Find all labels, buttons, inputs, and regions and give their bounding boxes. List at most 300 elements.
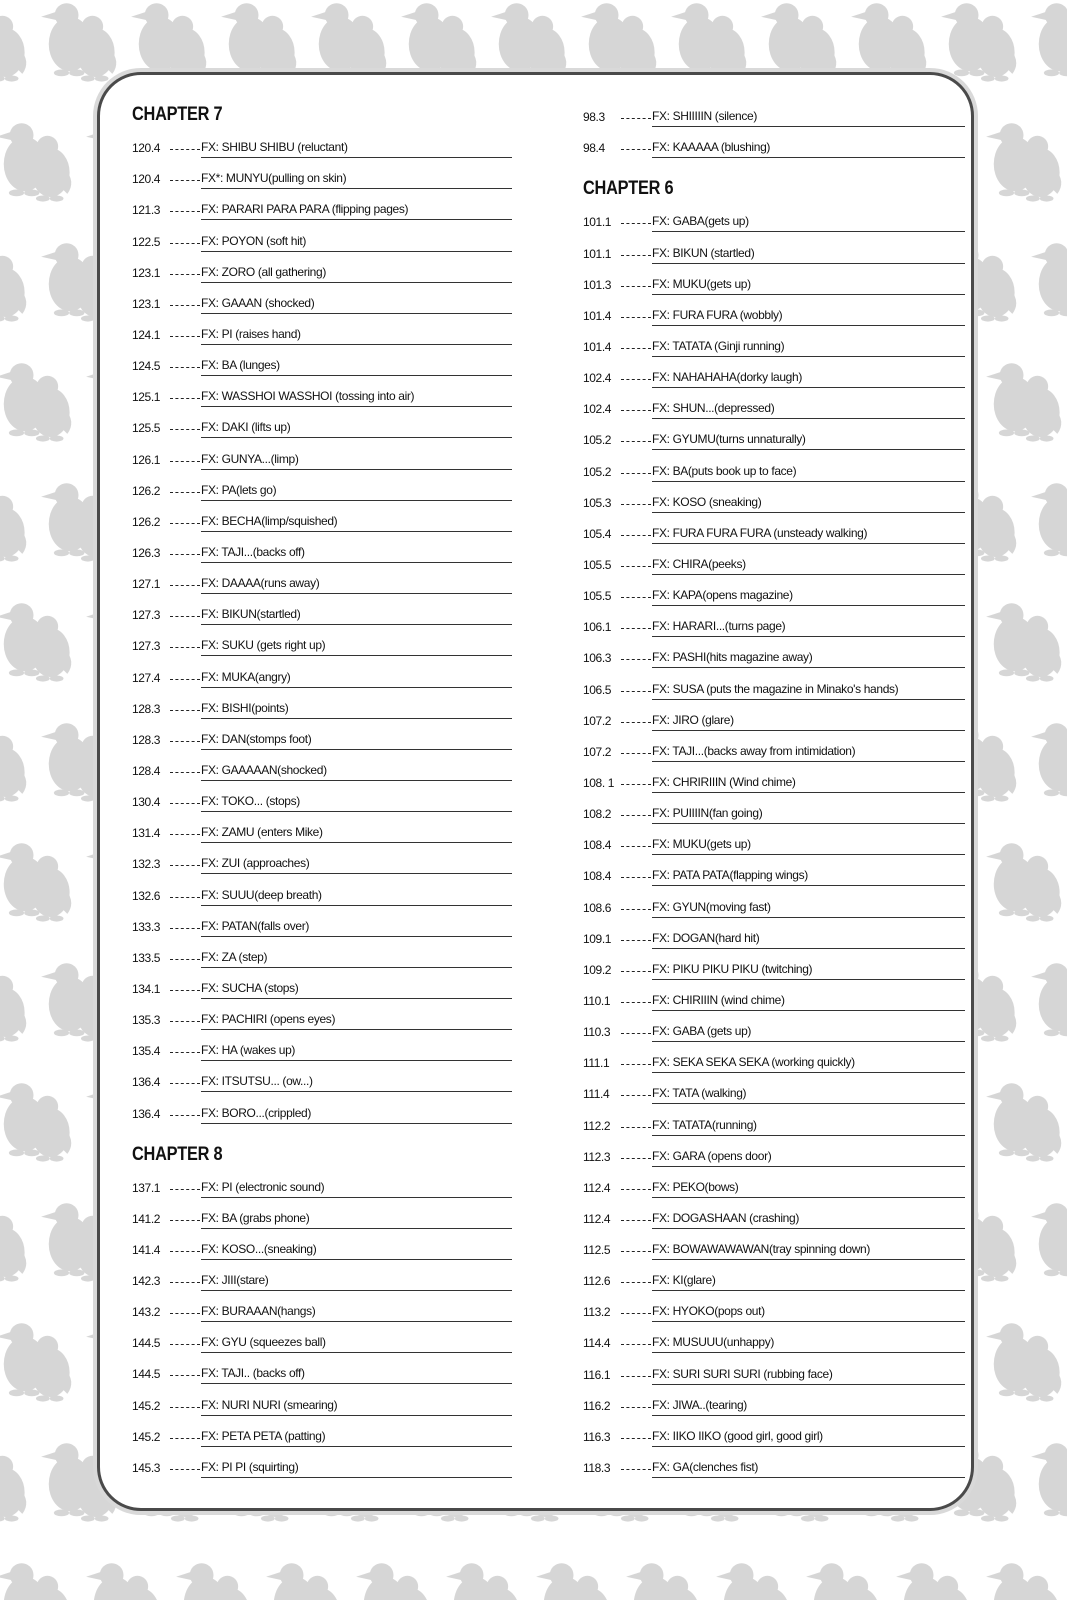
fx-entry <box>583 575 965 606</box>
fx-text: FX: MUKU(gets up) <box>652 277 965 295</box>
fx-text: FX: HA (wakes up) <box>201 1043 512 1061</box>
fx-text: FX: CHRIRIIIN (Wind chime) <box>652 775 965 793</box>
fx-entry <box>583 357 965 388</box>
penguin-icon <box>626 1563 701 1600</box>
page-number: 101.4 <box>583 339 612 354</box>
page-number: 102.4 <box>583 371 612 386</box>
dashed-leader <box>170 336 200 337</box>
fx-entry <box>132 906 512 937</box>
fx-entry <box>132 376 512 407</box>
fx-entry <box>132 158 512 189</box>
page-number: 120.4 <box>132 141 161 156</box>
page-number: 111.1 <box>583 1056 610 1071</box>
dashed-leader <box>170 710 200 711</box>
fx-entry <box>583 637 965 668</box>
penguin-icon <box>1031 723 1067 801</box>
fx-text: FX: PIKU PIKU PIKU (twitching) <box>652 962 965 980</box>
fx-text: FX: SHUN...(depressed) <box>652 401 965 419</box>
fx-entry <box>583 949 965 980</box>
page-number: 136.4 <box>132 1075 161 1090</box>
fx-text: FX: BOWAWAWAWAN(tray spinning down) <box>652 1242 965 1260</box>
page-number: 101.1 <box>583 246 612 261</box>
fx-text: FX: MUSUUU(unhappy) <box>652 1335 965 1353</box>
fx-text: FX: DAN(stomps foot) <box>201 732 512 750</box>
page-number: 126.3 <box>132 545 161 560</box>
page-number: 135.3 <box>132 1013 161 1028</box>
page-number: 131.4 <box>132 826 161 841</box>
penguin-icon <box>1031 1443 1067 1521</box>
dashed-leader <box>621 1251 651 1252</box>
page-number: 123.1 <box>132 265 161 280</box>
fx-entry <box>583 388 965 419</box>
page-number: 101.4 <box>583 308 612 323</box>
dashed-leader <box>621 1220 651 1221</box>
page-number: 112.4 <box>583 1211 611 1226</box>
fx-entry <box>583 264 965 295</box>
penguin-icon <box>1031 1203 1067 1281</box>
fx-text: FX: ZUI (approaches) <box>201 856 512 874</box>
fx-entry <box>583 1447 965 1478</box>
fx-text: FX: KOSO (sneaking) <box>652 495 965 513</box>
penguin-icon <box>0 1323 71 1401</box>
fx-entry <box>132 1447 512 1478</box>
fx-text: FX: GA(clenches fist) <box>652 1460 965 1478</box>
fx-text: FX: GAAAAAN(shocked) <box>201 763 512 781</box>
page-number: 105.2 <box>583 464 612 479</box>
dashed-leader <box>170 1052 200 1053</box>
page-number: 108. 1 <box>583 775 614 790</box>
fx-text: FX: TOKO... (stops) <box>201 794 512 812</box>
fx-entry <box>583 606 965 637</box>
fx-entry <box>132 999 512 1030</box>
dashed-leader <box>621 286 651 287</box>
fx-entry <box>132 1198 512 1229</box>
dashed-leader <box>621 815 651 816</box>
penguin-icon <box>86 1563 161 1600</box>
fx-entry <box>583 96 965 127</box>
fx-text: FX: FURA FURA (wobbly) <box>652 308 965 326</box>
dashed-leader <box>170 928 200 929</box>
dashed-leader <box>621 691 651 692</box>
penguin-icon <box>581 3 656 81</box>
penguin-icon <box>0 363 71 441</box>
chapter-7-list <box>132 127 512 1124</box>
dashed-leader <box>621 940 651 941</box>
page-number: 124.5 <box>132 359 161 374</box>
fx-entry <box>583 1322 965 1353</box>
page-number: 116.3 <box>583 1429 611 1444</box>
penguin-icon <box>536 1563 611 1600</box>
fx-entry <box>132 968 512 999</box>
fx-text: FX: SUKU (gets right up) <box>201 638 512 656</box>
page-number: 130.4 <box>132 795 161 810</box>
page-number: 122.5 <box>132 234 161 249</box>
dashed-leader <box>170 834 200 835</box>
fx-text: FX: PASHI(hits magazine away) <box>652 650 965 668</box>
fx-text: FX: PETA PETA (patting) <box>201 1429 512 1447</box>
fx-text: FX: BECHA(limp/squished) <box>201 514 512 532</box>
dashed-leader <box>170 1021 200 1022</box>
penguin-icon <box>986 843 1061 921</box>
page-number: 137.1 <box>132 1180 161 1195</box>
fx-entry <box>583 1042 965 1073</box>
fx-text: FX: KI(glare) <box>652 1273 965 1291</box>
fx-text: FX: GYUMU(turns unnaturally) <box>652 432 965 450</box>
dashed-leader <box>621 877 651 878</box>
fx-text: FX: JIII(stare) <box>201 1273 512 1291</box>
penguin-icon <box>986 603 1061 681</box>
dashed-leader <box>621 971 651 972</box>
page-number: 116.2 <box>583 1398 611 1413</box>
fx-text: FX: WASSHOI WASSHOI (tossing into air) <box>201 389 512 407</box>
page-number: 118.3 <box>583 1461 611 1476</box>
page-number: 126.2 <box>132 514 161 529</box>
page-number: 108.6 <box>583 900 612 915</box>
penguin-icon <box>806 1563 881 1600</box>
fx-entry <box>132 1260 512 1291</box>
dashed-leader <box>170 554 200 555</box>
fx-entry <box>132 1416 512 1447</box>
fx-text: FX: DAKI (lifts up) <box>201 420 512 438</box>
fx-entry <box>583 918 965 949</box>
fx-entry <box>132 750 512 781</box>
dashed-leader <box>170 429 200 430</box>
fx-entry <box>132 1291 512 1322</box>
dashed-leader <box>170 1438 200 1439</box>
page-number: 110.1 <box>583 993 611 1008</box>
fx-entry <box>583 1198 965 1229</box>
dashed-leader <box>170 679 200 680</box>
fx-text: FX: SUCHA (stops) <box>201 981 512 999</box>
dashed-leader <box>170 1220 200 1221</box>
fx-entry <box>132 407 512 438</box>
page-number: 110.3 <box>583 1025 611 1040</box>
continued-list <box>583 96 965 158</box>
fx-text: FX: PI (raises hand) <box>201 327 512 345</box>
fx-entry <box>583 482 965 513</box>
fx-entry <box>132 656 512 687</box>
penguin-icon <box>41 3 116 81</box>
dashed-leader <box>621 1189 651 1190</box>
penguin-icon <box>986 1563 1061 1600</box>
fx-entry <box>583 1073 965 1104</box>
fx-text: FX: KOSO...(sneaking) <box>201 1242 512 1260</box>
page-number: 112.6 <box>583 1274 611 1289</box>
fx-entry <box>583 450 965 481</box>
fx-text: FX: TAJI...(backs off) <box>201 545 512 563</box>
fx-text: FX: ITSUTSU... (ow...) <box>201 1074 512 1092</box>
page-number: 106.3 <box>583 651 612 666</box>
page-number: 145.3 <box>132 1460 161 1475</box>
penguin-icon <box>986 123 1061 201</box>
dashed-leader <box>621 1376 651 1377</box>
fx-entry <box>132 625 512 656</box>
page-number: 112.4 <box>583 1180 611 1195</box>
page-number: 112.2 <box>583 1118 611 1133</box>
dashed-leader <box>621 441 651 442</box>
fx-entry <box>132 1384 512 1415</box>
fx-entry <box>583 1416 965 1447</box>
fx-text: FX: ZAMU (enters Mike) <box>201 825 512 843</box>
fx-entry <box>583 513 965 544</box>
page-number: 132.6 <box>132 888 161 903</box>
dashed-leader <box>170 1282 200 1283</box>
fx-text: FX: BURAAAN(hangs) <box>201 1304 512 1322</box>
dashed-leader <box>621 846 651 847</box>
fx-entry <box>132 1061 512 1092</box>
fx-text: FX: SHIIIIIN (silence) <box>652 109 965 127</box>
fx-text: FX: DOGAN(hard hit) <box>652 931 965 949</box>
fx-entry <box>583 201 965 232</box>
page-number: 134.1 <box>132 981 161 996</box>
dashed-leader <box>621 379 651 380</box>
dashed-leader <box>621 1407 651 1408</box>
penguin-icon <box>1031 963 1067 1041</box>
dashed-leader <box>621 1095 651 1096</box>
fx-entry <box>583 1136 965 1167</box>
fx-entry <box>132 501 512 532</box>
dashed-leader <box>170 897 200 898</box>
dashed-leader <box>621 504 651 505</box>
dashed-leader <box>170 865 200 866</box>
fx-text: FX: POYON (soft hit) <box>201 234 512 252</box>
penguin-icon <box>0 1563 71 1600</box>
dashed-leader <box>170 1469 200 1470</box>
fx-entry <box>132 812 512 843</box>
fx-entry <box>132 1322 512 1353</box>
dashed-leader <box>170 305 200 306</box>
dashed-leader <box>621 223 651 224</box>
dashed-leader <box>170 398 200 399</box>
dashed-leader <box>170 243 200 244</box>
fx-text: FX: BA(puts book up to face) <box>652 464 965 482</box>
page-number: 98.4 <box>583 141 605 156</box>
fx-text: FX: SUUU(deep breath) <box>201 888 512 906</box>
page-number: 145.2 <box>132 1429 161 1444</box>
fx-text: FX: CHIRA(peeks) <box>652 557 965 575</box>
penguin-icon <box>176 1563 251 1600</box>
fx-text: FX*: MUNYU(pulling on skin) <box>201 171 512 189</box>
page-number: 106.5 <box>583 682 612 697</box>
dashed-leader <box>621 1282 651 1283</box>
fx-text: FX: ZORO (all gathering) <box>201 265 512 283</box>
fx-entry <box>132 1229 512 1260</box>
fx-text: FX: BIKUN (startled) <box>652 246 965 264</box>
fx-text: FX: PARARI PARA PARA (flipping pages) <box>201 202 512 220</box>
fx-entry <box>132 594 512 625</box>
page-number: 143.2 <box>132 1305 161 1320</box>
dashed-leader <box>170 461 200 462</box>
fx-entry <box>583 1229 965 1260</box>
fx-text: FX: PI (electronic sound) <box>201 1180 512 1198</box>
fx-entry <box>583 1385 965 1416</box>
penguin-icon <box>0 1203 26 1281</box>
fx-text: FX: TAJI.. (backs off) <box>201 1366 512 1384</box>
fx-entry <box>132 688 512 719</box>
fx-entry <box>132 189 512 220</box>
fx-text: FX: ZA (step) <box>201 950 512 968</box>
fx-text: FX: FURA FURA FURA (unsteady walking) <box>652 526 965 544</box>
dashed-leader <box>170 492 200 493</box>
page-number: 127.3 <box>132 608 161 623</box>
page-number: 107.2 <box>583 713 612 728</box>
page-number: 144.5 <box>132 1367 161 1382</box>
fx-entry <box>132 781 512 812</box>
penguin-icon <box>356 1563 431 1600</box>
page-number: 108.4 <box>583 838 612 853</box>
fx-text: FX: PATAN(falls over) <box>201 919 512 937</box>
page-number: 101.1 <box>583 215 612 230</box>
fx-text: FX: JIWA..(tearing) <box>652 1398 965 1416</box>
chapter-8-list <box>132 1167 512 1478</box>
fx-entry <box>583 1104 965 1135</box>
fx-entry <box>132 470 512 501</box>
fx-entry <box>132 719 512 750</box>
fx-entry <box>132 937 512 968</box>
fx-entry <box>583 793 965 824</box>
fx-entry <box>132 874 512 905</box>
fx-text: FX: SUSA (puts the magazine in Minako's hands) <box>652 682 965 700</box>
page-number: 144.5 <box>132 1336 161 1351</box>
dashed-leader <box>170 616 200 617</box>
dashed-leader <box>621 317 651 318</box>
page-number: 105.2 <box>583 433 612 448</box>
dashed-leader <box>621 784 651 785</box>
fx-text: FX: BA (lunges) <box>201 358 512 376</box>
fx-text: FX: TATA (walking) <box>652 1086 965 1104</box>
penguin-icon <box>0 123 71 201</box>
chapter-8-heading: CHAPTER 8 <box>132 1143 223 1165</box>
fx-text: FX: MUKU(gets up) <box>652 837 965 855</box>
penguin-icon <box>311 3 386 81</box>
fx-entry <box>583 700 965 731</box>
page-number: 128.3 <box>132 732 161 747</box>
page-number: 105.4 <box>583 526 612 541</box>
page-number: 136.4 <box>132 1106 161 1121</box>
fx-entry <box>132 843 512 874</box>
page-number: 145.2 <box>132 1398 161 1413</box>
dashed-leader <box>170 211 200 212</box>
fx-entry <box>583 824 965 855</box>
dashed-leader <box>170 772 200 773</box>
penguin-icon <box>0 723 26 801</box>
penguin-icon <box>491 3 566 81</box>
dashed-leader <box>170 523 200 524</box>
penguin-icon <box>0 243 26 321</box>
dashed-leader <box>621 1158 651 1159</box>
dashed-leader <box>170 149 200 150</box>
dashed-leader <box>170 1189 200 1190</box>
fx-entry <box>583 1291 965 1322</box>
fx-entry <box>583 232 965 263</box>
page-number: 120.4 <box>132 172 161 187</box>
page-number: 108.4 <box>583 869 612 884</box>
chapter-6-list <box>583 201 965 1478</box>
fx-text: FX: HARARI...(turns page) <box>652 619 965 637</box>
dashed-leader <box>170 180 200 181</box>
fx-text: FX: NAHAHAHA(dorky laugh) <box>652 370 965 388</box>
penguin-icon <box>1031 3 1067 81</box>
page-number: 105.3 <box>583 495 612 510</box>
penguin-icon <box>986 1083 1061 1161</box>
fx-entry <box>132 345 512 376</box>
page-number: 112.5 <box>583 1243 611 1258</box>
dashed-leader <box>621 909 651 910</box>
page-number: 124.1 <box>132 327 161 342</box>
page-number: 106.1 <box>583 620 612 635</box>
fx-entry <box>132 1167 512 1198</box>
fx-text: FX: SEKA SEKA SEKA (working quickly) <box>652 1055 965 1073</box>
penguin-icon <box>266 1563 341 1600</box>
dashed-leader <box>621 255 651 256</box>
page-number: 114.4 <box>583 1336 611 1351</box>
fx-entry <box>583 1011 965 1042</box>
fx-text: FX: CHIRIIIN (wind chime) <box>652 993 965 1011</box>
fx-entry <box>583 1167 965 1198</box>
fx-entry <box>583 544 965 575</box>
page-number: 135.4 <box>132 1044 161 1059</box>
fx-entry <box>132 127 512 158</box>
page-number: 101.3 <box>583 277 612 292</box>
page-number: 141.2 <box>132 1211 161 1226</box>
page-number: 128.3 <box>132 701 161 716</box>
right-column <box>583 96 965 1478</box>
fx-text: FX: PATA PATA(flapping wings) <box>652 868 965 886</box>
fx-entry <box>583 668 965 699</box>
dashed-leader <box>621 118 651 119</box>
dashed-leader <box>621 149 651 150</box>
penguin-icon <box>0 603 71 681</box>
page-number: 133.3 <box>132 919 161 934</box>
fx-entry <box>583 886 965 917</box>
fx-text: FX: PA(lets go) <box>201 483 512 501</box>
dashed-leader <box>621 1033 651 1034</box>
fx-text: FX: KAPA(opens magazine) <box>652 588 965 606</box>
dashed-leader <box>170 803 200 804</box>
page-number: 113.2 <box>583 1305 611 1320</box>
dashed-leader <box>170 647 200 648</box>
page-number: 109.1 <box>583 931 612 946</box>
page-number: 126.1 <box>132 452 161 467</box>
dashed-leader <box>621 1438 651 1439</box>
fx-text: FX: GARA (opens door) <box>652 1149 965 1167</box>
penguin-icon <box>761 3 836 81</box>
dashed-leader <box>621 1313 651 1314</box>
dashed-leader <box>621 1127 651 1128</box>
page-number: 105.5 <box>583 557 612 572</box>
dashed-leader <box>621 1064 651 1065</box>
dashed-leader <box>170 1251 200 1252</box>
dashed-leader <box>621 473 651 474</box>
dashed-leader <box>621 566 651 567</box>
page-number: 126.2 <box>132 483 161 498</box>
fx-text: FX: DOGASHAAN (crashing) <box>652 1211 965 1229</box>
dashed-leader <box>170 367 200 368</box>
dashed-leader <box>621 1002 651 1003</box>
fx-text: FX: IIKO IIKO (good girl, good girl) <box>652 1429 965 1447</box>
penguin-icon <box>0 1083 71 1161</box>
fx-entry <box>583 1260 965 1291</box>
penguin-icon <box>851 3 926 81</box>
page-number: 125.1 <box>132 390 161 405</box>
page-number: 127.1 <box>132 577 161 592</box>
page-number: 142.3 <box>132 1274 161 1289</box>
dashed-leader <box>621 348 651 349</box>
fx-entry <box>132 563 512 594</box>
fx-text: FX: TATATA(running) <box>652 1118 965 1136</box>
fx-text: FX: GUNYA...(limp) <box>201 452 512 470</box>
penguin-icon <box>1031 483 1067 561</box>
